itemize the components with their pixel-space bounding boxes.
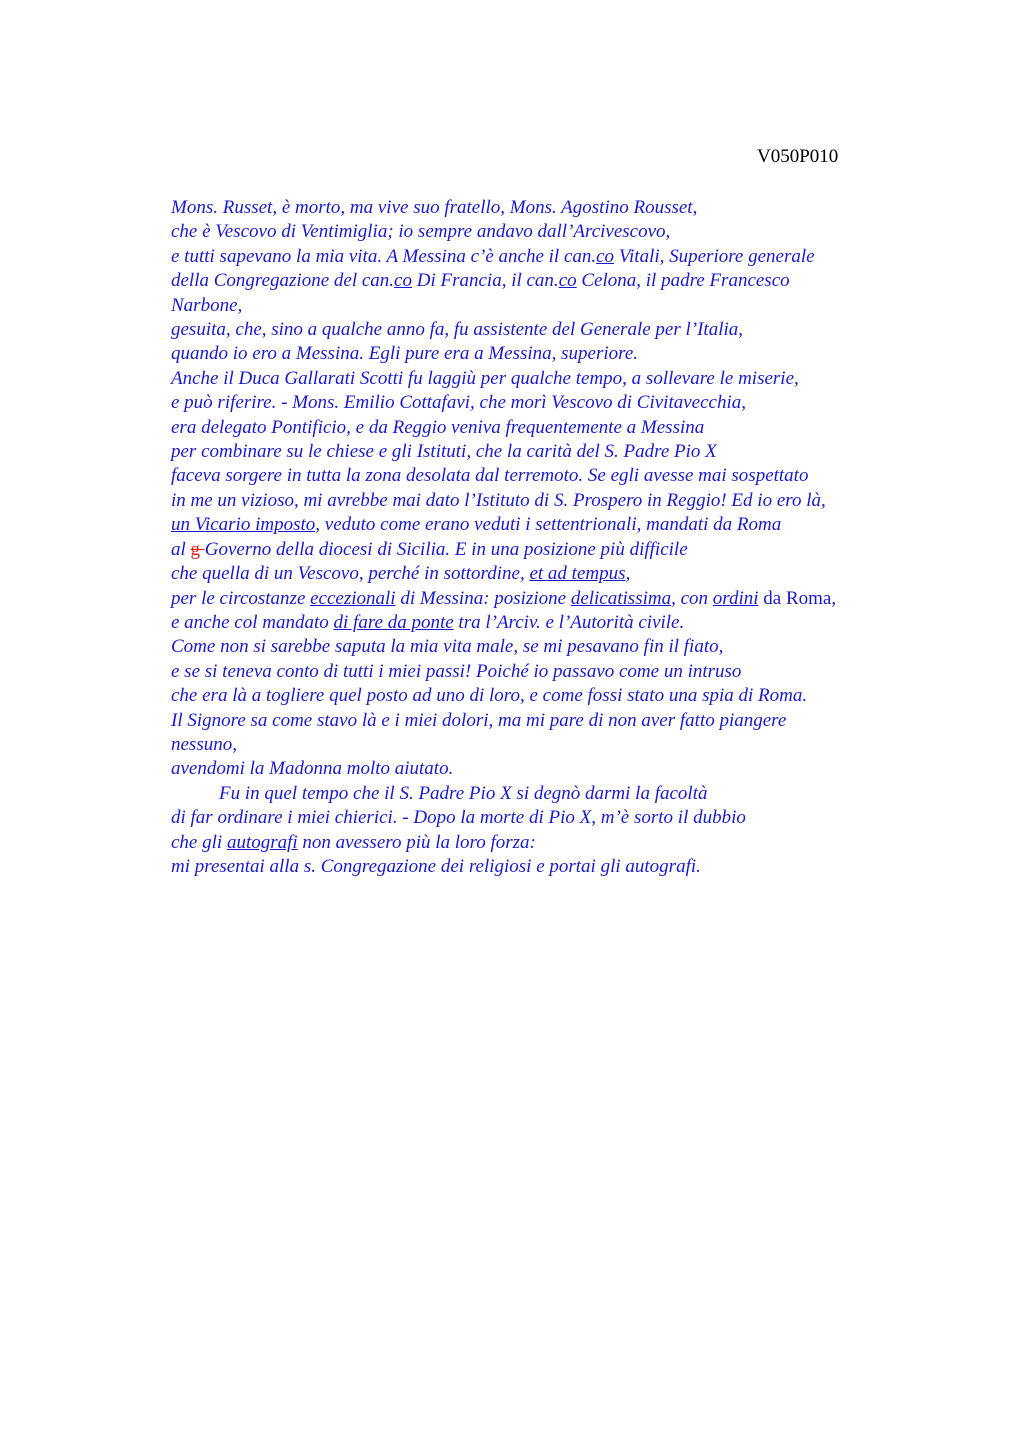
text-line [171, 220, 931, 244]
text-segment: e se si teneva conto di tutti i miei passi! Poiché io passavo come un intruso [171, 660, 742, 682]
text-segment: in me un vizioso, mi avrebbe mai dato l’Istituto di S. Prospero in Reggio! Ed io ero là, [171, 489, 826, 511]
text-line [171, 440, 931, 464]
text-segment: al [171, 538, 191, 560]
text-segment: per combinare su le chiese e gli Istituti, che la carità del S. Padre Pio X [171, 441, 717, 463]
text-line [171, 342, 931, 366]
underlined-text: autografi [226, 831, 298, 853]
text-line [171, 513, 931, 537]
underlined-text: eccezionali [310, 587, 396, 609]
text-segment: e anche col mandato [171, 611, 334, 633]
underlined-text: di fare da ponte [333, 611, 454, 633]
underlined-text: co [558, 270, 577, 292]
text-segment: di far ordinare i miei chierici. - Dopo la morte di Pio X, m’è sorto il dubbio [171, 807, 746, 829]
text-segment: per le circostanze [171, 587, 311, 609]
text-line [171, 733, 931, 757]
underlined-text: et ad tempus [529, 563, 626, 585]
text-segment: Governo della diocesi di Sicilia. E in una posizione più difficile [204, 538, 688, 560]
text-segment: e può riferire. - Mons. Emilio Cottafavi, che morì Vescovo di Civitavecchia, [171, 392, 746, 414]
text-line [171, 538, 931, 562]
text-line [171, 587, 931, 611]
text-segment: della Congregazione del can. [171, 270, 395, 292]
text-segment: non avessero più la loro forza: [297, 831, 536, 853]
page-id: V050P010 [757, 146, 839, 167]
text-line [171, 709, 931, 733]
text-line [171, 562, 931, 586]
text-segment: da Roma, [758, 587, 837, 609]
text-segment: quando io ero a Messina. Egli pure era a Messina, superiore. [171, 343, 639, 365]
text-line [171, 416, 931, 440]
transcription-text [171, 196, 931, 879]
text-line [171, 684, 931, 708]
text-segment: Narbone, [171, 294, 243, 316]
text-line [171, 367, 931, 391]
text-segment: faceva sorgere in tutta la zona desolata dal terremoto. Se egli avesse mai sospettato [171, 465, 809, 487]
text-line [171, 782, 931, 806]
text-line [171, 245, 931, 269]
underlined-text: un Vicario imposto [171, 514, 316, 536]
text-segment: e tutti sapevano la mia vita. A Messina c’è anche il can. [171, 245, 597, 267]
text-line [171, 757, 931, 781]
text-segment: , [625, 563, 631, 585]
text-segment: Fu in quel tempo che il S. Padre Pio X si degnò darmi la facoltà [219, 782, 708, 804]
text-segment: tra l’Arciv. e l’Autorità civile. [453, 611, 685, 633]
text-segment: avendomi la Madonna molto aiutato. [171, 758, 454, 780]
text-segment: nessuno, [171, 733, 237, 755]
text-segment: Celona, il padre Francesco [576, 270, 790, 292]
text-segment: che gli [171, 831, 227, 853]
text-line [171, 269, 931, 293]
text-segment: di Messina: posizione [395, 587, 571, 609]
text-segment: Mons. Russet, è morto, ma vive suo fratello, Mons. Agostino Rousset, [171, 197, 698, 218]
text-segment: gesuita, che, sino a qualche anno fa, fu assistente del Generale per l’Italia, [171, 319, 744, 341]
text-line [171, 831, 931, 855]
text-segment: era delegato Pontificio, e da Reggio veniva frequentemente a Messina [171, 416, 705, 438]
underlined-text: ordini [712, 587, 759, 609]
text-segment: Anche il Duca Gallarati Scotti fu laggiù per qualche tempo, a sollevare le miserie, [171, 367, 799, 389]
text-line [171, 294, 931, 318]
text-segment: , con [671, 587, 713, 609]
text-line [171, 806, 931, 830]
text-line [171, 855, 931, 879]
text-line [171, 489, 931, 513]
text-segment: , veduto come erano veduti i settentrionali, mandati da Roma [315, 514, 782, 536]
deleted-text: g [190, 538, 205, 560]
text-segment: mi presentai alla s. Congregazione dei religiosi e portai gli autografi. [171, 855, 701, 877]
underlined-text: delicatissima [570, 587, 672, 609]
text-segment: che è Vescovo di Ventimiglia; io sempre andavo dall’Arcivescovo, [171, 221, 671, 243]
text-segment: che era là a togliere quel posto ad uno di loro, e come fossi stato una spia di Roma. [171, 685, 808, 707]
text-line [171, 660, 931, 684]
text-line [171, 611, 931, 635]
text-segment: Vitali, Superiore generale [614, 245, 815, 267]
text-segment: Di Francia, il can. [411, 270, 559, 292]
text-line [171, 318, 931, 342]
text-line [171, 464, 931, 488]
text-line [171, 391, 931, 415]
underlined-text: co [596, 245, 615, 267]
underlined-text: co [394, 270, 412, 292]
text-segment: Il Signore sa come stavo là e i miei dolori, ma mi pare di non aver fatto piangere [171, 709, 787, 731]
text-line [171, 635, 931, 659]
text-line [171, 196, 931, 220]
text-segment: Come non si sarebbe saputa la mia vita male, se mi pesavano fin il fiato, [171, 636, 724, 658]
text-segment: che quella di un Vescovo, perché in sottordine, [171, 563, 530, 585]
